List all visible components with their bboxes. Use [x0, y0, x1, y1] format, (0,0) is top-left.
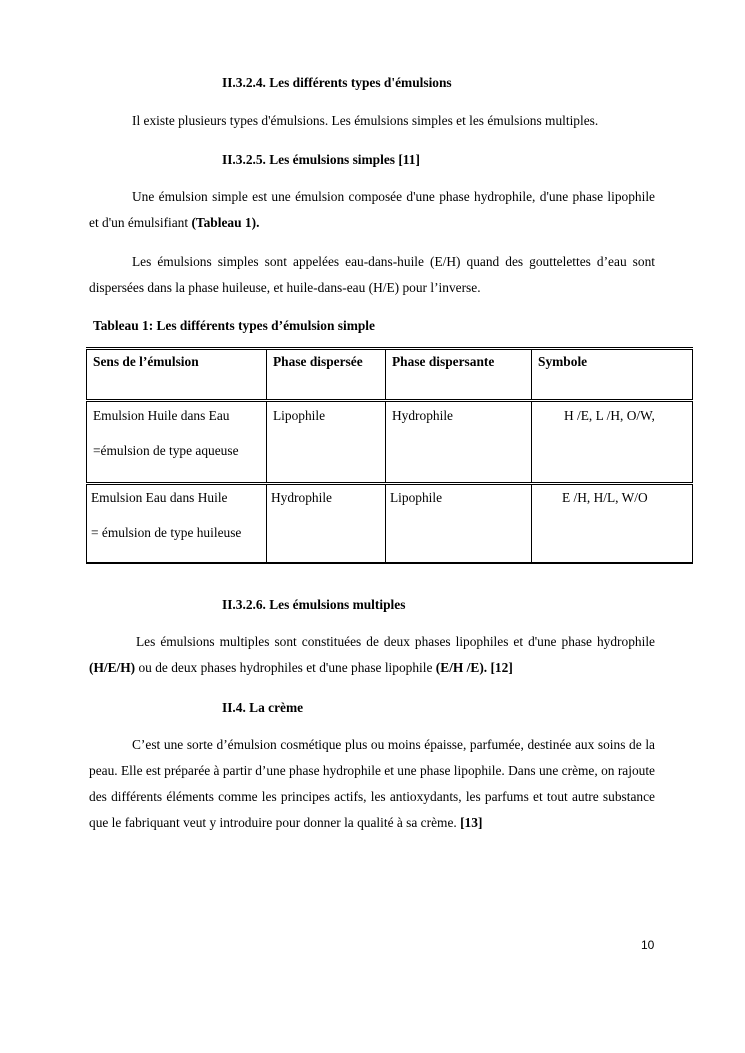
- cell-symbole: [532, 401, 693, 484]
- cell-sens-line2: =émulsion de type aqueuse: [93, 443, 239, 458]
- reference-13: [13]: [460, 815, 483, 830]
- header-phase-dispersee: Phase dispersée: [267, 349, 386, 401]
- formula-ehe-ref: (E/H /E). [12]: [435, 660, 513, 675]
- paragraph-types-text: Il existe plusieurs types d'émulsions. Les émulsions simples et les émulsions multiples.: [132, 113, 599, 128]
- paragraph-simple-2: [89, 249, 655, 301]
- page-number: 10: [641, 938, 655, 952]
- cell-phase-dispersee: Lipophile: [267, 401, 386, 484]
- paragraph-simple-1: [89, 184, 655, 236]
- cell-sens-line1: Emulsion Eau dans Huile: [91, 490, 228, 505]
- table-header-row: [87, 349, 693, 401]
- paragraph-creme: [89, 732, 655, 836]
- section-heading-types: II.3.2.4. Les différents types d'émulsions: [222, 75, 452, 90]
- paragraph-creme-text: C’est une sorte d’émulsion cosmétique plus ou moins épaisse, parfumée, destinée aux soins de la peau. Elle est préparée à partir d’une phase hydrophile et une phase lipophile. Dans une crème, on rajoute des différents éléments comme les principes actifs, les antioxydants, les parfums et tout autre substance que le fabriquant veut y introduire pour donner la qualité à sa crème.: [89, 737, 655, 830]
- paragraph-simple-1-text: Une émulsion simple est une émulsion composée d'une phase hydrophile, d'une phase lipophile et d'un émulsifiant: [89, 189, 655, 230]
- paragraph-types: [89, 108, 655, 134]
- formula-heh: (H/E/H): [89, 660, 136, 675]
- cell-sens-line2: = émulsion de type huileuse: [91, 525, 242, 540]
- paragraph-simple-2-text: Les émulsions simples sont appelées eau-dans-huile (E/H) quand des gouttelettes d’eau sont dispersées dans la phase huileuse, et huile-dans-eau (H/E) pour l’inverse.: [89, 254, 655, 295]
- header-symbole: Symbole: [532, 349, 693, 401]
- paragraph-multiple: [89, 629, 655, 681]
- cell-phase-dispersante: Hydrophile: [386, 401, 532, 484]
- cell-symbole-text: E /H, H/L, W/O: [562, 490, 648, 505]
- cell-symbole: [532, 484, 693, 564]
- paragraph-multiple-text-c: ou de deux phases hydrophiles et d'une phase lipophile: [135, 660, 436, 675]
- cell-sens: [87, 401, 267, 484]
- cell-symbole-text: H /E, L /H, O/W,: [564, 408, 655, 423]
- header-sens: Sens de l’émulsion: [87, 349, 267, 401]
- cell-phase-dispersee: Hydrophile: [267, 484, 386, 564]
- cell-sens: [87, 484, 267, 564]
- table-row: [87, 484, 693, 564]
- header-phase-dispersante: Phase dispersante: [386, 349, 532, 401]
- section-heading-creme: II.4. La crème: [222, 700, 304, 715]
- emulsion-table: [86, 347, 693, 564]
- cell-phase-dispersante: Lipophile: [386, 484, 532, 564]
- paragraph-multiple-text-a: Les émulsions multiples sont constituées de deux phases lipophiles et d'une phase hydrophile: [136, 634, 655, 649]
- table-caption: Tableau 1: Les différents types d’émulsion simple: [93, 318, 375, 333]
- section-heading-simple: II.3.2.5. Les émulsions simples [11]: [222, 152, 420, 167]
- section-heading-multiple: II.3.2.6. Les émulsions multiples: [222, 597, 406, 612]
- table-row: [87, 401, 693, 484]
- table-reference: (Tableau 1).: [191, 215, 260, 230]
- cell-sens-line1: Emulsion Huile dans Eau: [93, 408, 230, 423]
